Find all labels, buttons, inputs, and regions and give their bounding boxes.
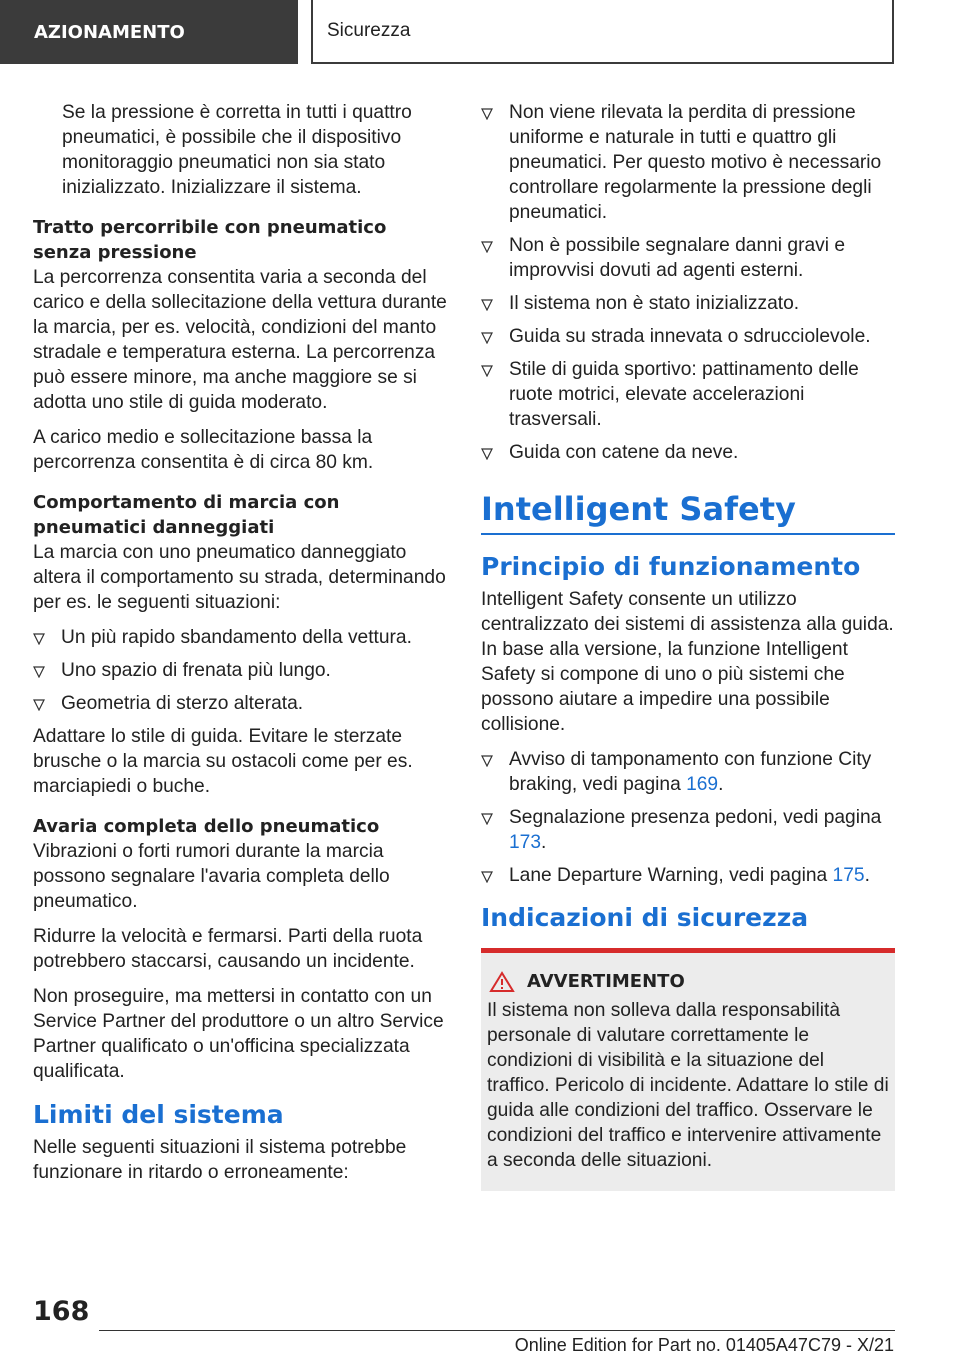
- list-item-text: Avviso di tamponamento con funzione City braking, vedi pagina: [509, 749, 872, 795]
- list-item: [481, 233, 895, 283]
- list-item-text: Geometria di sterzo alterata.: [61, 693, 304, 714]
- warning-box: [481, 948, 895, 1191]
- page-number: 168: [33, 1296, 90, 1327]
- footer-edition: Online Edition for Part no. 01405A47C79 - X/21: [514, 1335, 894, 1355]
- header-section-tab: [0, 0, 298, 64]
- list-item: [33, 625, 448, 650]
- intro-paragraph: Se la pressione è corretta in tutti i quattro pneumatici, è possibile che il dispositivo monitoraggio pneumatici non sia stato inizializzato. Inizializzare il sistema.: [62, 102, 412, 198]
- list-item: [481, 324, 895, 349]
- list-item: [481, 357, 895, 432]
- list-item: [33, 658, 448, 683]
- list-item-end: .: [541, 832, 547, 853]
- chapter-title: Sicurezza: [327, 20, 411, 41]
- failure-heading: Avaria completa dello pneumatico: [33, 816, 380, 837]
- triangle-bullet-icon: [481, 755, 493, 767]
- list-item-text: Segnalazione presenza pedoni, vedi pagina: [509, 807, 882, 828]
- list-item-text: Un più rapido sbandamento della vettura.: [61, 627, 412, 648]
- list-item-text: Uno spazio di frenata più lungo.: [61, 660, 331, 681]
- list-item: [481, 440, 895, 465]
- damaged-paragraph-2: Adattare lo stile di guida. Evitare le sterzate brusche o la marcia su ostacoli come per es. marciapiedi o buche.: [33, 726, 413, 797]
- systems-list: [481, 747, 895, 888]
- damaged-list: [33, 625, 448, 716]
- failure-paragraph-1: Vibrazioni o forti rumori durante la marcia possono segnalare l'avaria completa dello pneumatico.: [33, 841, 390, 912]
- list-item-text: Guida con catene da neve.: [509, 442, 739, 463]
- list-item-text: Non è possibile segnalare danni gravi e improvvisi dovuti ad agenti esterni.: [509, 235, 845, 281]
- list-item-text: Non viene rilevata la perdita di pressione uniforme e naturale in tutti e quattro gli pneumatici. Per questo motivo è necessario controllare regolarmente la pressione degli pneumatici.: [509, 102, 882, 223]
- triangle-bullet-icon: [481, 813, 493, 825]
- runflat-heading: Tratto percorribile con pneumatico senza pressione: [33, 217, 387, 263]
- list-item-end: .: [864, 865, 870, 886]
- triangle-bullet-icon: [481, 299, 493, 311]
- section-title: AZIONAMENTO: [34, 21, 185, 43]
- triangle-bullet-icon: [481, 448, 493, 460]
- warning-title-row: [487, 969, 889, 994]
- runflat-paragraph-2: A carico medio e sollecitazione bassa la percorrenza consentita è di circa 80 km.: [33, 427, 374, 473]
- limits-heading: Limiti del sistema: [33, 1100, 284, 1129]
- runflat-paragraph-1: La percorrenza consentita varia a seconda del carico e della sollecitazione della vettura durante la marcia, per es. velocità, condizioni del manto stradale e temperatura esterna. La percorrenza può essere minore, ma anche maggiore se si adotta uno stile di guida moderato.: [33, 267, 447, 413]
- triangle-bullet-icon: [481, 108, 493, 120]
- right-column: [481, 100, 895, 1191]
- list-item-text: Stile di guida sportivo: pattinamento delle ruote motrici, elevate accelerazioni trasversali.: [509, 359, 859, 430]
- failure-paragraph-2: Ridurre la velocità e fermarsi. Parti della ruota potrebbero staccarsi, causando un incidente.: [33, 926, 423, 972]
- list-item: [33, 691, 448, 716]
- list-item: [481, 100, 895, 225]
- limits-list: [481, 100, 895, 465]
- limits-paragraph: Nelle seguenti situazioni il sistema potrebbe funzionare in ritardo o erroneamente:: [33, 1137, 407, 1183]
- triangle-bullet-icon: [481, 365, 493, 377]
- triangle-bullet-icon: [481, 241, 493, 253]
- failure-paragraph-3: Non proseguire, ma mettersi in contatto con un Service Partner del produttore o un altro Service Partner qualificato o un'officina specializzata qualificata.: [33, 986, 444, 1082]
- page-link-173[interactable]: 173: [509, 832, 542, 853]
- principle-heading: Principio di funzionamento: [481, 552, 861, 581]
- footer-divider: [99, 1330, 895, 1331]
- header-chapter-tab: [311, 0, 894, 64]
- triangle-bullet-icon: [481, 332, 493, 344]
- list-item: [481, 863, 895, 888]
- triangle-bullet-icon: [33, 633, 45, 645]
- list-item-end: .: [718, 774, 724, 795]
- list-item: [481, 805, 895, 855]
- warning-triangle-icon: [489, 971, 515, 993]
- triangle-bullet-icon: [33, 666, 45, 678]
- list-item-text: Lane Departure Warning, vedi pagina: [509, 865, 833, 886]
- list-item: [481, 291, 895, 316]
- list-item-text: Il sistema non è stato inizializzato.: [509, 293, 800, 314]
- safety-notes-heading: Indicazioni di sicurezza: [481, 903, 809, 932]
- damaged-heading: Comportamento di marcia con pneumatici danneggiati: [33, 492, 340, 538]
- triangle-bullet-icon: [33, 699, 45, 711]
- safety-heading-wrap: [481, 489, 895, 535]
- list-item-text: Guida su strada innevata o sdrucciolevole.: [509, 326, 871, 347]
- page-link-169[interactable]: 169: [686, 774, 719, 795]
- left-column: [33, 100, 448, 1195]
- warning-title: AVVERTIMENTO: [527, 971, 685, 992]
- principle-paragraph: Intelligent Safety consente un utilizzo centralizzato dei sistemi di assistenza alla guida. In base alla versione, la funzione Intelligent Safety si compone di uno o più sistemi che possono aiutare a impedire una possibile collisione.: [481, 589, 894, 735]
- warning-text: Il sistema non solleva dalla responsabilità personale di valutare correttamente le condizioni di visibilità e la situazione del traffico. Pericolo di incidente. Adattare lo stile di guida alle condizioni del traffico. Osservare le condizioni del traffico e intervenire attivamente a seconda delle situazioni.: [487, 1000, 889, 1171]
- list-item: [481, 747, 895, 797]
- triangle-bullet-icon: [481, 871, 493, 883]
- damaged-paragraph-1: La marcia con uno pneumatico danneggiato altera il comportamento su strada, determinando per es. le seguenti situazioni:: [33, 542, 446, 613]
- safety-heading: Intelligent Safety: [481, 490, 796, 528]
- page-link-175[interactable]: 175: [832, 865, 865, 886]
